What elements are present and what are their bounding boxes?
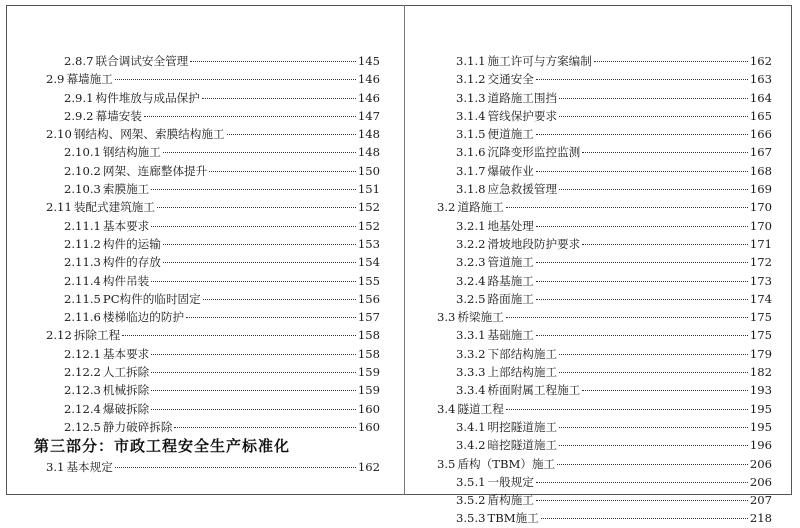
toc-entry-title: 爆破拆除 <box>102 401 150 416</box>
dot-leader <box>536 171 748 172</box>
toc-entry-title: 基础施工 <box>487 328 534 343</box>
toc-entry-title: 基本规定 <box>66 460 113 474</box>
dot-leader <box>174 427 355 428</box>
dot-leader <box>536 482 748 483</box>
dot-leader <box>536 134 748 135</box>
toc-entry-number: 2.10 <box>46 127 72 142</box>
toc-entry-title: 明挖隧道施工 <box>487 419 558 434</box>
toc-entry-number: 2.9.1 <box>64 90 94 105</box>
toc-entry-number: 3.3 <box>437 310 456 325</box>
toc-entry-page: 154 <box>357 255 380 270</box>
toc-entry[interactable] <box>34 70 380 88</box>
toc-entry-number: 2.12.4 <box>64 401 101 416</box>
toc-entry-title: 盾构施工 <box>487 493 534 508</box>
toc-entry-page: 168 <box>749 163 772 178</box>
dot-leader <box>151 372 356 373</box>
toc-entry[interactable] <box>437 345 772 363</box>
dot-leader <box>559 98 748 99</box>
toc-entry[interactable] <box>34 458 380 476</box>
toc-entry-title: 沉降变形监控监测 <box>487 145 581 160</box>
dot-leader <box>151 281 356 282</box>
toc-entry-number: 2.11 <box>46 200 72 215</box>
toc-entry-title: 楼梯临边的防护 <box>102 310 185 325</box>
toc-entry[interactable] <box>34 253 380 271</box>
toc-entry-title: 路面施工 <box>487 291 534 306</box>
toc-entry-title: 桥梁施工 <box>457 310 504 325</box>
toc-entry-number: 3.4.1 <box>456 419 486 434</box>
toc-entry[interactable] <box>34 308 380 326</box>
toc-entry-page: 173 <box>749 273 772 288</box>
toc-entry-number: 3.5.1 <box>456 474 486 489</box>
toc-right-column <box>437 52 772 528</box>
dot-leader <box>559 427 748 428</box>
toc-entry[interactable] <box>437 491 772 509</box>
toc-entry-title: 拆除工程 <box>73 328 121 343</box>
toc-entry-page: 146 <box>357 72 380 87</box>
toc-entry[interactable] <box>34 217 380 235</box>
toc-entry-number: 2.8.7 <box>64 54 94 68</box>
toc-entry-page: 174 <box>749 291 772 306</box>
toc-entry-title: 桥面附属工程施工 <box>487 383 581 398</box>
toc-entry-title: 装配式建筑施工 <box>73 200 155 215</box>
toc-entry[interactable] <box>437 290 772 308</box>
toc-entry-page: 160 <box>357 419 380 434</box>
toc-entry-number: 2.10.3 <box>64 182 101 197</box>
dot-leader <box>209 171 356 172</box>
toc-entry-number: 3.2.1 <box>456 218 486 233</box>
toc-entry[interactable] <box>34 107 380 125</box>
toc-entry-title: 联合调试安全管理 <box>95 54 189 68</box>
toc-entry-number: 2.11.4 <box>64 273 101 288</box>
toc-entry-number: 2.12.5 <box>64 419 101 434</box>
toc-entry-number: 2.12.3 <box>64 383 101 398</box>
dot-leader <box>536 226 748 227</box>
toc-entry-page: 148 <box>357 145 380 160</box>
toc-entry-page: 206 <box>749 456 772 471</box>
dot-leader <box>151 409 356 410</box>
toc-entry[interactable] <box>437 162 772 180</box>
dot-leader <box>151 354 356 355</box>
toc-entry-page: 156 <box>357 291 380 306</box>
toc-entry-title: 机械拆除 <box>102 383 150 398</box>
toc-entry-page: 147 <box>357 108 380 123</box>
toc-entry-page: 159 <box>357 383 380 398</box>
toc-entry-number: 3.1.1 <box>456 54 486 68</box>
toc-entry-page: 182 <box>749 365 772 380</box>
dot-leader <box>202 98 356 99</box>
toc-entry-number: 2.9 <box>46 72 65 87</box>
toc-entry-page: 155 <box>357 273 380 288</box>
toc-entry-title: 路基施工 <box>487 273 534 288</box>
toc-entry-page: 193 <box>749 383 772 398</box>
toc-entry-page: 162 <box>749 54 772 68</box>
dot-leader <box>582 390 748 391</box>
toc-entry-number: 3.4.2 <box>456 438 486 453</box>
toc-entry-number: 3.1.2 <box>456 72 486 87</box>
toc-entry-page: 152 <box>357 200 380 215</box>
dot-leader <box>151 226 356 227</box>
toc-entry-page: 196 <box>749 438 772 453</box>
toc-entry-page: 162 <box>357 460 380 474</box>
dot-leader <box>506 409 748 410</box>
toc-entry-number: 2.11.2 <box>64 236 101 251</box>
toc-entry-number: 3.1.3 <box>456 90 486 105</box>
toc-entry-title: 幕墙施工 <box>66 72 113 87</box>
toc-entry-number: 2.11.5 <box>64 291 101 306</box>
toc-entry-title: 构件的运输 <box>102 236 161 251</box>
toc-entry-title: 应急救援管理 <box>487 182 558 197</box>
toc-entry-title: 静力破碎拆除 <box>102 419 173 434</box>
toc-entry-page: 150 <box>357 163 380 178</box>
toc-entry-number: 2.11.3 <box>64 255 101 270</box>
dot-leader <box>582 152 748 153</box>
toc-entry-number: 3.3.4 <box>456 383 486 398</box>
dot-leader <box>122 335 356 336</box>
toc-entry-title: 网架、连廊整体提升 <box>102 163 208 178</box>
dot-leader <box>559 445 748 446</box>
toc-entry-page: 163 <box>749 72 772 87</box>
toc-entry-page: 195 <box>749 401 772 416</box>
toc-entry-number: 3.2 <box>437 200 456 215</box>
toc-entry-title: 滑坡地段防护要求 <box>487 236 581 251</box>
toc-entry[interactable] <box>437 217 772 235</box>
toc-entry[interactable] <box>437 89 772 107</box>
toc-entry[interactable] <box>437 381 772 399</box>
dot-leader <box>144 116 356 117</box>
toc-entry-title: 幕墙安装 <box>95 108 142 123</box>
toc-entry-title: 交通安全 <box>487 72 534 87</box>
toc-entry-page: 165 <box>749 108 772 123</box>
toc-entry-number: 3.4 <box>437 401 456 416</box>
toc-entry-title: 便道施工 <box>487 127 534 142</box>
toc-entry-number: 2.12.2 <box>64 365 101 380</box>
toc-entry[interactable] <box>34 52 380 70</box>
toc-entry-page: 218 <box>749 511 772 526</box>
toc-entry[interactable] <box>437 436 772 454</box>
toc-entry[interactable] <box>437 308 772 326</box>
dot-leader <box>536 262 748 263</box>
toc-entry[interactable] <box>34 326 380 344</box>
toc-entry-page: 166 <box>749 127 772 142</box>
toc-entry-number: 2.10.1 <box>64 145 101 160</box>
part-heading: 第三部分：市政工程安全生产标准化 <box>34 437 291 455</box>
toc-entry-page: 175 <box>749 310 772 325</box>
dot-leader <box>536 299 748 300</box>
dot-leader <box>506 207 748 208</box>
dot-leader <box>163 152 356 153</box>
toc-entry-number: 3.1.8 <box>456 182 486 197</box>
toc-entry-title: 道路施工 <box>457 200 504 215</box>
toc-entry[interactable] <box>437 400 772 418</box>
toc-entry[interactable] <box>34 381 380 399</box>
toc-entry-title: 管线保护要求 <box>487 108 558 123</box>
dot-leader <box>506 317 748 318</box>
toc-entry-page: 175 <box>749 328 772 343</box>
toc-entry[interactable] <box>437 272 772 290</box>
toc-entry-number: 3.2.3 <box>456 255 486 270</box>
toc-entry-number: 3.2.4 <box>456 273 486 288</box>
toc-entry-page: 172 <box>749 255 772 270</box>
dot-leader <box>163 262 356 263</box>
toc-entry[interactable] <box>34 363 380 381</box>
toc-entry[interactable] <box>34 235 380 253</box>
toc-entry-page: 207 <box>749 493 772 508</box>
dot-leader <box>541 518 748 519</box>
dot-leader <box>559 116 748 117</box>
toc-entry-title: 构件堆放与成品保护 <box>95 90 200 105</box>
toc-entry-page: 153 <box>357 236 380 251</box>
dot-leader <box>227 134 356 135</box>
toc-entry[interactable] <box>437 418 772 436</box>
toc-entry[interactable] <box>437 143 772 161</box>
toc-entry[interactable] <box>437 107 772 125</box>
toc-entry-number: 3.5.2 <box>456 493 486 508</box>
dot-leader <box>594 61 748 62</box>
toc-entry-page: 158 <box>357 346 380 361</box>
toc-entry-title: 暗挖隧道施工 <box>487 438 558 453</box>
toc-entry-page: 152 <box>357 218 380 233</box>
dot-leader <box>559 189 748 190</box>
dot-leader <box>115 467 356 468</box>
toc-entry[interactable] <box>34 198 380 216</box>
toc-entry-number: 2.10.2 <box>64 163 101 178</box>
dot-leader <box>115 79 356 80</box>
toc-entry[interactable] <box>34 125 380 143</box>
toc-entry[interactable] <box>437 198 772 216</box>
dot-leader <box>559 372 748 373</box>
toc-entry-number: 2.11.1 <box>64 218 101 233</box>
toc-entry[interactable] <box>437 363 772 381</box>
toc-entry-title: 施工许可与方案编制 <box>487 54 592 68</box>
toc-entry[interactable] <box>34 290 380 308</box>
toc-entry[interactable] <box>34 143 380 161</box>
toc-entry-number: 3.3.1 <box>456 328 486 343</box>
toc-entry[interactable] <box>34 180 380 198</box>
toc-entry-number: 2.12.1 <box>64 346 101 361</box>
toc-entry-page: 157 <box>357 310 380 325</box>
toc-entry-title: 索膜施工 <box>102 182 150 197</box>
toc-entry[interactable] <box>437 509 772 527</box>
toc-entry[interactable] <box>437 326 772 344</box>
toc-entry-number: 3.1.7 <box>456 163 486 178</box>
dot-leader <box>536 281 748 282</box>
toc-entry-title: 下部结构施工 <box>487 346 558 361</box>
toc-entry-number: 3.1.6 <box>456 145 486 160</box>
toc-entry-page: 145 <box>357 54 380 68</box>
toc-entry-title: 基本要求 <box>102 346 150 361</box>
toc-entry-number: 3.2.5 <box>456 291 486 306</box>
toc-left-column <box>34 52 380 436</box>
toc-entry-number: 3.1.4 <box>456 108 486 123</box>
toc-entry-page: 160 <box>357 401 380 416</box>
toc-entry[interactable] <box>34 89 380 107</box>
toc-entry-number: 3.1 <box>46 460 65 474</box>
toc-entry-title: 构件吊装 <box>102 273 150 288</box>
toc-entry-page: 146 <box>357 90 380 105</box>
toc-entry[interactable] <box>34 272 380 290</box>
toc-entry-title: 构件的存放 <box>102 255 161 270</box>
toc-entry[interactable] <box>437 455 772 473</box>
dot-leader <box>559 354 748 355</box>
toc-entry[interactable] <box>437 70 772 88</box>
toc-entry-title: 人工拆除 <box>102 365 150 380</box>
toc-entry-title: 道路施工围挡 <box>487 90 558 105</box>
toc-entry-title: 基本要求 <box>102 218 150 233</box>
toc-entry-page: 167 <box>749 145 772 160</box>
toc-entry-page: 158 <box>357 328 380 343</box>
toc-entry[interactable] <box>437 125 772 143</box>
toc-entry-number: 3.5.3 <box>456 511 486 526</box>
toc-entry-page: 148 <box>357 127 380 142</box>
column-divider <box>404 5 405 495</box>
toc-entry[interactable] <box>34 345 380 363</box>
toc-entry-page: 170 <box>749 218 772 233</box>
toc-entry[interactable] <box>437 473 772 491</box>
dot-leader <box>203 299 356 300</box>
toc-entry-title: 隧道工程 <box>457 401 504 416</box>
toc-entry-title: 爆破作业 <box>487 163 534 178</box>
toc-entry-page: 195 <box>749 419 772 434</box>
toc-entry[interactable] <box>34 162 380 180</box>
toc-entry-title: 盾构（TBM）施工 <box>457 456 556 471</box>
dot-leader <box>151 189 356 190</box>
toc-entry-page: 169 <box>749 182 772 197</box>
toc-entry-number: 2.9.2 <box>64 108 94 123</box>
toc-entry[interactable] <box>437 52 772 70</box>
toc-entry-page: 164 <box>749 90 772 105</box>
toc-entry-title: 管道施工 <box>487 255 534 270</box>
toc-entry-number: 3.2.2 <box>456 236 486 251</box>
toc-entry-title: TBM施工 <box>487 511 539 526</box>
toc-entry-page: 159 <box>357 365 380 380</box>
toc-entry-title: 地基处理 <box>487 218 534 233</box>
toc-entry-page: 179 <box>749 346 772 361</box>
toc-entry-title: PC构件的临时固定 <box>102 291 201 306</box>
dot-leader <box>157 207 356 208</box>
toc-entry[interactable] <box>437 235 772 253</box>
toc-entry-page: 151 <box>357 182 380 197</box>
toc-part-three-start <box>34 458 380 476</box>
toc-entry-title: 钢结构施工 <box>102 145 161 160</box>
toc-entry-number: 2.11.6 <box>64 310 101 325</box>
toc-entry-title: 钢结构、网架、索膜结构施工 <box>73 127 225 142</box>
toc-entry[interactable] <box>437 253 772 271</box>
toc-entry-title: 上部结构施工 <box>487 365 558 380</box>
toc-entry-number: 2.12 <box>46 328 72 343</box>
toc-entry-number: 3.5 <box>437 456 456 471</box>
toc-entry-title: 一般规定 <box>487 474 534 489</box>
toc-entry-page: 171 <box>749 236 772 251</box>
toc-entry-number: 3.3.3 <box>456 365 486 380</box>
dot-leader <box>151 390 356 391</box>
toc-entry[interactable] <box>34 400 380 418</box>
toc-entry-page: 170 <box>749 200 772 215</box>
dot-leader <box>186 317 356 318</box>
dot-leader <box>163 244 356 245</box>
dot-leader <box>536 79 748 80</box>
toc-entry-page: 206 <box>749 474 772 489</box>
dot-leader <box>582 244 748 245</box>
toc-entry[interactable] <box>34 418 380 436</box>
dot-leader <box>557 464 748 465</box>
dot-leader <box>536 335 748 336</box>
toc-entry[interactable] <box>437 180 772 198</box>
toc-entry-number: 3.3.2 <box>456 346 486 361</box>
dot-leader <box>190 61 356 62</box>
toc-entry-number: 3.1.5 <box>456 127 486 142</box>
